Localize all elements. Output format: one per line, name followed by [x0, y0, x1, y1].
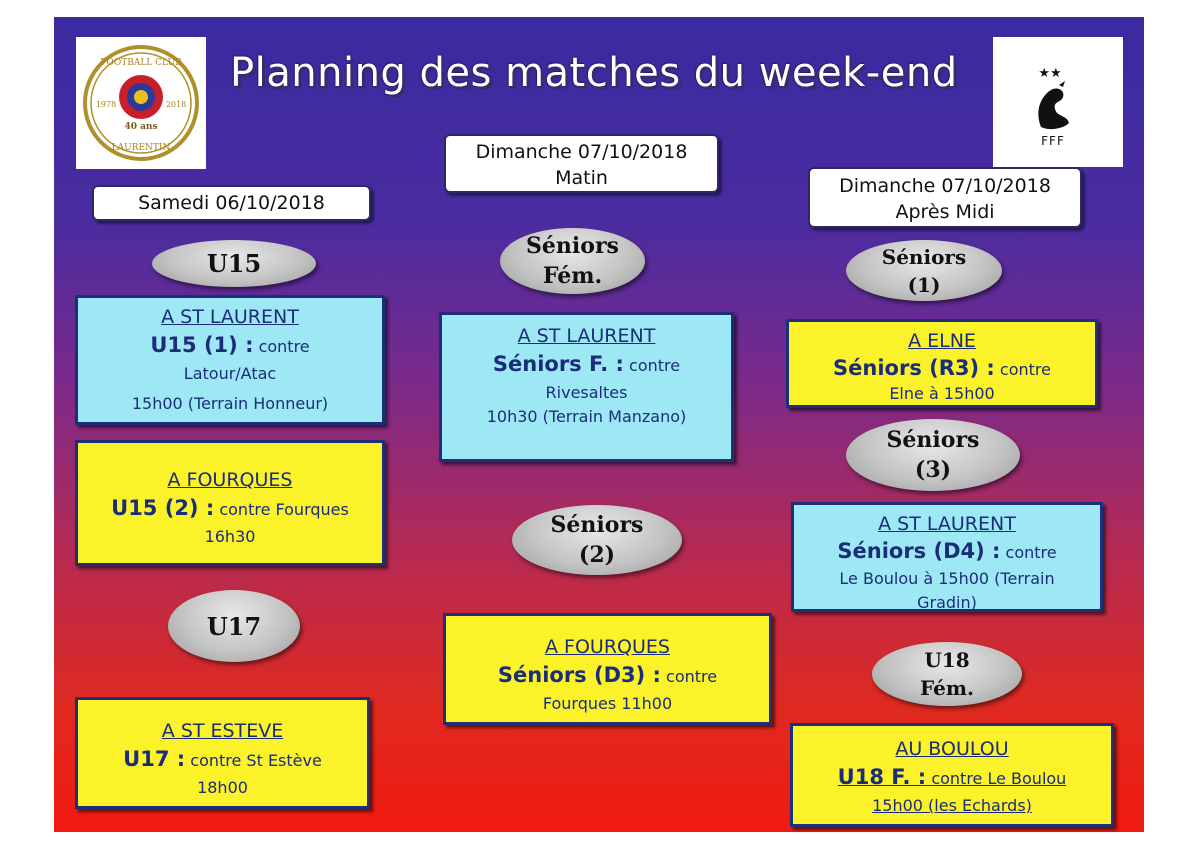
match-vs: contre Le Boulou [931, 769, 1067, 788]
match-card-seniors-r3 [786, 319, 1098, 408]
match-line2: 18h00 [197, 778, 248, 797]
category-u18-fem [872, 642, 1022, 706]
day-sunday-morning [444, 134, 719, 193]
match-venue: AU BOULOU [895, 738, 1009, 760]
club-logo [76, 37, 206, 169]
club-logo-year-right: 2018 [165, 100, 187, 109]
match-vs: contre Fourques [219, 500, 349, 519]
match-card-u17 [75, 697, 370, 809]
day-saturday [92, 185, 371, 221]
day-sunday-morning-line2: Matin [555, 167, 608, 189]
match-venue: A ST LAURENT [161, 306, 299, 328]
match-line2: Latour/Atac [183, 364, 277, 383]
match-venue: A ST LAURENT [878, 513, 1016, 535]
match-line3: 15h00 (Terrain Honneur) [131, 394, 329, 413]
match-line2: 15h00 (les Echards) [872, 796, 1032, 815]
day-saturday-label: Samedi 06/10/2018 [138, 192, 325, 214]
match-line2: Elne à 15h00 [889, 384, 995, 403]
club-crest-icon [76, 37, 206, 169]
match-line2: 16h30 [204, 527, 256, 546]
match-venue: A ELNE [908, 330, 976, 352]
category-seniors-fem-line1: Séniors [526, 233, 619, 259]
match-card-u18f [790, 723, 1114, 827]
match-card-seniors-d4 [791, 502, 1103, 612]
club-logo-year-left: 1978 [95, 100, 117, 109]
category-seniors-1-line2: (1) [907, 272, 941, 297]
club-logo-top: FOOTBALL CLUB [100, 58, 182, 68]
match-team: Séniors (D3) : [497, 663, 661, 687]
category-u18-fem-line2: Fém. [920, 676, 974, 700]
match-line2: Fourques 11h00 [542, 694, 673, 713]
category-u17 [168, 590, 300, 662]
day-sunday-afternoon-line2: Après Midi [895, 201, 995, 223]
category-seniors-fem [500, 228, 645, 294]
page-title: Planning des matches du week-end [230, 50, 958, 96]
match-vs: contre [629, 356, 681, 375]
category-seniors-3 [846, 419, 1020, 491]
category-seniors-2 [512, 505, 682, 575]
category-u15-label: U15 [206, 249, 262, 278]
match-card-u15-1 [75, 295, 385, 425]
match-line2: Rivesaltes [545, 383, 628, 402]
category-u17-label: U17 [206, 611, 262, 641]
club-logo-anniv: 40 ans [124, 122, 158, 132]
day-sunday-afternoon [808, 167, 1082, 228]
day-sunday-morning-line1: Dimanche 07/10/2018 [475, 141, 688, 163]
fff-text: FFF [1041, 134, 1065, 148]
category-seniors-2-line1: Séniors [550, 512, 644, 538]
match-line2: Le Boulou à 15h00 (Terrain [839, 569, 1055, 588]
category-seniors-fem-line2: Fém. [542, 263, 603, 289]
match-vs: contre St Estève [190, 751, 322, 770]
category-seniors-1 [846, 240, 1002, 301]
match-team: U15 (2) : [111, 496, 215, 520]
match-card-u15-2 [75, 440, 385, 566]
match-venue: A ST ESTEVE [161, 720, 284, 742]
category-u15 [152, 240, 316, 287]
match-team: Séniors (R3) : [833, 356, 995, 380]
match-vs: contre [258, 337, 310, 356]
match-vs: contre [999, 360, 1051, 379]
match-venue: A ST LAURENT [517, 325, 656, 347]
category-seniors-3-line1: Séniors [886, 427, 980, 453]
match-team: U15 (1) : [150, 333, 254, 357]
fff-logo [993, 37, 1123, 167]
match-card-seniors-f [439, 312, 734, 462]
match-team: U17 : [123, 747, 186, 771]
match-vs: contre [1005, 543, 1057, 562]
match-vs: contre [666, 667, 718, 686]
match-team: U18 F. : [837, 765, 927, 789]
match-line3: Gradin) [917, 593, 977, 612]
match-card-seniors-d3 [443, 613, 772, 725]
fff-stars: ★★ [1038, 66, 1062, 81]
match-venue: A FOURQUES [167, 469, 293, 491]
rooster-icon [993, 37, 1123, 167]
club-logo-bottom: LAURENTIN [111, 143, 171, 153]
match-team: Séniors F. : [492, 352, 624, 376]
match-venue: A FOURQUES [545, 636, 670, 658]
day-sunday-afternoon-line1: Dimanche 07/10/2018 [839, 175, 1051, 197]
category-seniors-3-line2: (3) [914, 457, 952, 483]
match-line3: 10h30 (Terrain Manzano) [486, 407, 687, 426]
category-seniors-2-line2: (2) [578, 542, 616, 568]
category-u18-fem-line1: U18 [924, 648, 970, 672]
category-seniors-1-line1: Séniors [881, 244, 967, 269]
match-team: Séniors (D4) : [837, 539, 1001, 563]
